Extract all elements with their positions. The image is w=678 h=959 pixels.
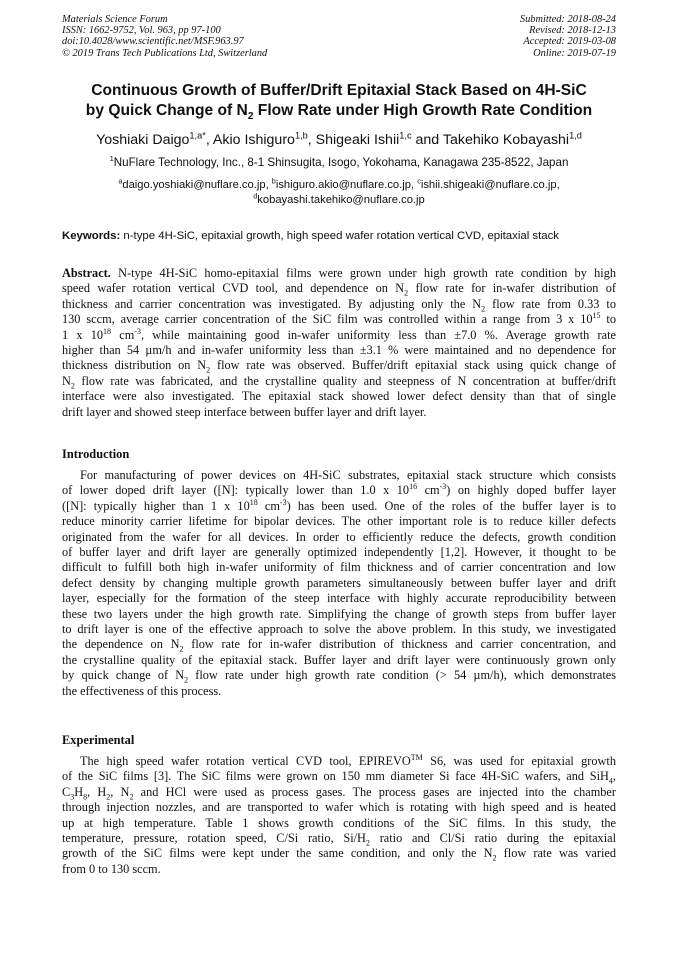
affiliation: $^1$NuFlare Technology, Inc., 8-1 Shinsugita, Isogo, Yokohama, Kanagawa 235-8522, Japan bbox=[109, 154, 569, 169]
submission-dates bbox=[520, 14, 616, 59]
submitted-date: Submitted: 2018-08-24 bbox=[519, 14, 616, 25]
issn: ISSN: 1662-9752, Vol. 963, pp 97-100 bbox=[62, 25, 221, 37]
email-link[interactable]: ishii.shigeaki@nuflare.co.jp bbox=[420, 179, 557, 191]
accepted-date: Accepted: 2019-03-08 bbox=[523, 36, 616, 48]
author-emails: $^a$daigo.yoshiaki@nuflare.co.jp, $^b$ishiguro.akio@nuflare.co.jp, $^c$ishii.shigeaki@nuflare.co.jp, $^d$kobayashi.takehiko@nuflare.co.jp bbox=[118, 176, 560, 206]
author: Shigeaki Ishii bbox=[315, 132, 400, 148]
experimental-text: The high speed wafer rotation vertical CVD tool, EPIREVO™ S6, was used for epitaxial growth of the SiC films [3]. The SiC films were grown on 150 mm diameter Si face 4H-SiC wafers, and SiH$_4$, $C_3H_8$, $H_2$, $N_2$ and HCl were used as process gases. The process gases are injected into the chamber through injection nozzles, and are transported to wafer which is rotating with high speed and is heated up at high temperature. Table 1 shows growth conditions of the SiC films. In this study, the temperature, pressure, rotation speed, C/Si ratio, $Si/H_2$ ratio and Cl/Si ratio during the epitaxial growth of the SiC films were kept under the same condition, and only the $N_2$ flow rate was varied from 0 to 130 sccm. bbox=[62, 752, 617, 876]
doi[interactable]: doi:10.4028/www.scientific.net/MSF.963.97 bbox=[62, 36, 244, 48]
author: Akio Ishiguro bbox=[212, 132, 295, 148]
journal-name: Materials Science Forum bbox=[62, 14, 168, 25]
title-line-1: Continuous Growth of Buffer/Drift Epitaxial Stack Based on 4H-SiC bbox=[91, 82, 587, 99]
journal-info bbox=[62, 14, 267, 59]
author-list: Yoshiaki Daigo$^{1,a*}$, Akio Ishiguro$^{1,b}$, Shigeaki Ishii$^{1,c}$ and Takehiko Kobayashi$^{1,d}$ bbox=[96, 130, 582, 148]
introduction-text: For manufacturing of power devices on 4H-SiC substrates, epitaxial stack structure which consists of lower doped drift layer ([N]: typically lower than 1.0 x $10^{16}$ $cm^{-3}$) on highly doped buffer layer ([N]: typically higher than 1 x $10^{18}$ $cm^{-3}$) has been used. One of the roles of the buffer layer is to reduce minority carrier lifetime for bipolar devices. The other important role is to reduce killer defects originated from the wafer for all devices. In order to efficiently reduce the defects, growth condition of buffer layer and drift layer are generally optimized independently [1,2]. However, it thought to be difficult to fulfill both high in-wafer uniformity of film thickness and of carrier concentration and low defect density by changing multiple growth parameters simultaneously between buffer layer and drift layer, especially for the formation of the steep interface with highly accurate reproducibility between these two layers under the high growth rate. Simplifying the change of growth steps from buffer layer to drift layer is one of the effective approach to solve the above problem. In this study, we investigated the dependence on $N_2$ flow rate for in-wafer distribution of thickness and carrier concentration, and the crystalline quality of the epitaxial stack. Buffer layer and drift layer were continuously grown only by quick change of $N_2$ flow rate under high growth rate condition (> 54 µm/h), which demonstrates the effectiveness of this process. bbox=[62, 468, 617, 698]
email-link[interactable]: daigo.yoshiaki@nuflare.co.jp bbox=[122, 179, 266, 191]
author: Yoshiaki Daigo bbox=[96, 132, 190, 148]
abstract: Abstract. N-type 4H-SiC homo-epitaxial films were grown under high growth rate condition by high speed wafer rotation vertical CVD tool, and dependence on $N_2$ flow rate for in-wafer distribution of thickness and carrier concentration was investigated. By adjusting only the $N_2$ flow rate from 0.33 to 130 sccm, average carrier concentration of the SiC film was controlled within a range from 3 x $10^{15}$ to 1 x $10^{18}$ $cm^{-3}$, while maintaining good in-wafer uniformity less than ±7.0 %. Average growth rate higher than 54 µm/h and in-wafer uniformity less than ±3.1 % were maintained and no dependence for thickness distribution on $N_2$ flow rate was observed. Buffer/drift epitaxial stack using quick change of $N_2$ flow rate was fabricated, and the crystalline quality and steepness of N concentration at buffer/drift interface were also investigated. The epitaxial stack showed lower defect density than that of single drift layer and showed steep interface between buffer layer and drift layer. bbox=[62, 266, 617, 419]
section-heading-experimental: Experimental bbox=[62, 733, 135, 747]
author: Takehiko Kobayashi bbox=[442, 132, 570, 148]
email-link[interactable]: ishiguro.akio@nuflare.co.jp bbox=[275, 179, 411, 191]
paper-title bbox=[40, 81, 638, 121]
section-heading-introduction: Introduction bbox=[62, 447, 130, 461]
online-date: Online: 2019-07-19 bbox=[533, 47, 616, 59]
revised-date: Revised: 2018-12-13 bbox=[529, 25, 616, 37]
email-link[interactable]: kobayashi.takehiko@nuflare.co.jp bbox=[257, 193, 425, 206]
title-line-2: by Quick Change of $N_2$ Flow Rate under High Growth Rate Condition bbox=[85, 102, 593, 123]
keywords: Keywords: n-type 4H-SiC, epitaxial growth, high speed wafer rotation vertical CVD, epitaxial stack bbox=[62, 230, 559, 242]
copyright: © 2019 Trans Tech Publications Ltd, Switzerland bbox=[62, 47, 268, 59]
